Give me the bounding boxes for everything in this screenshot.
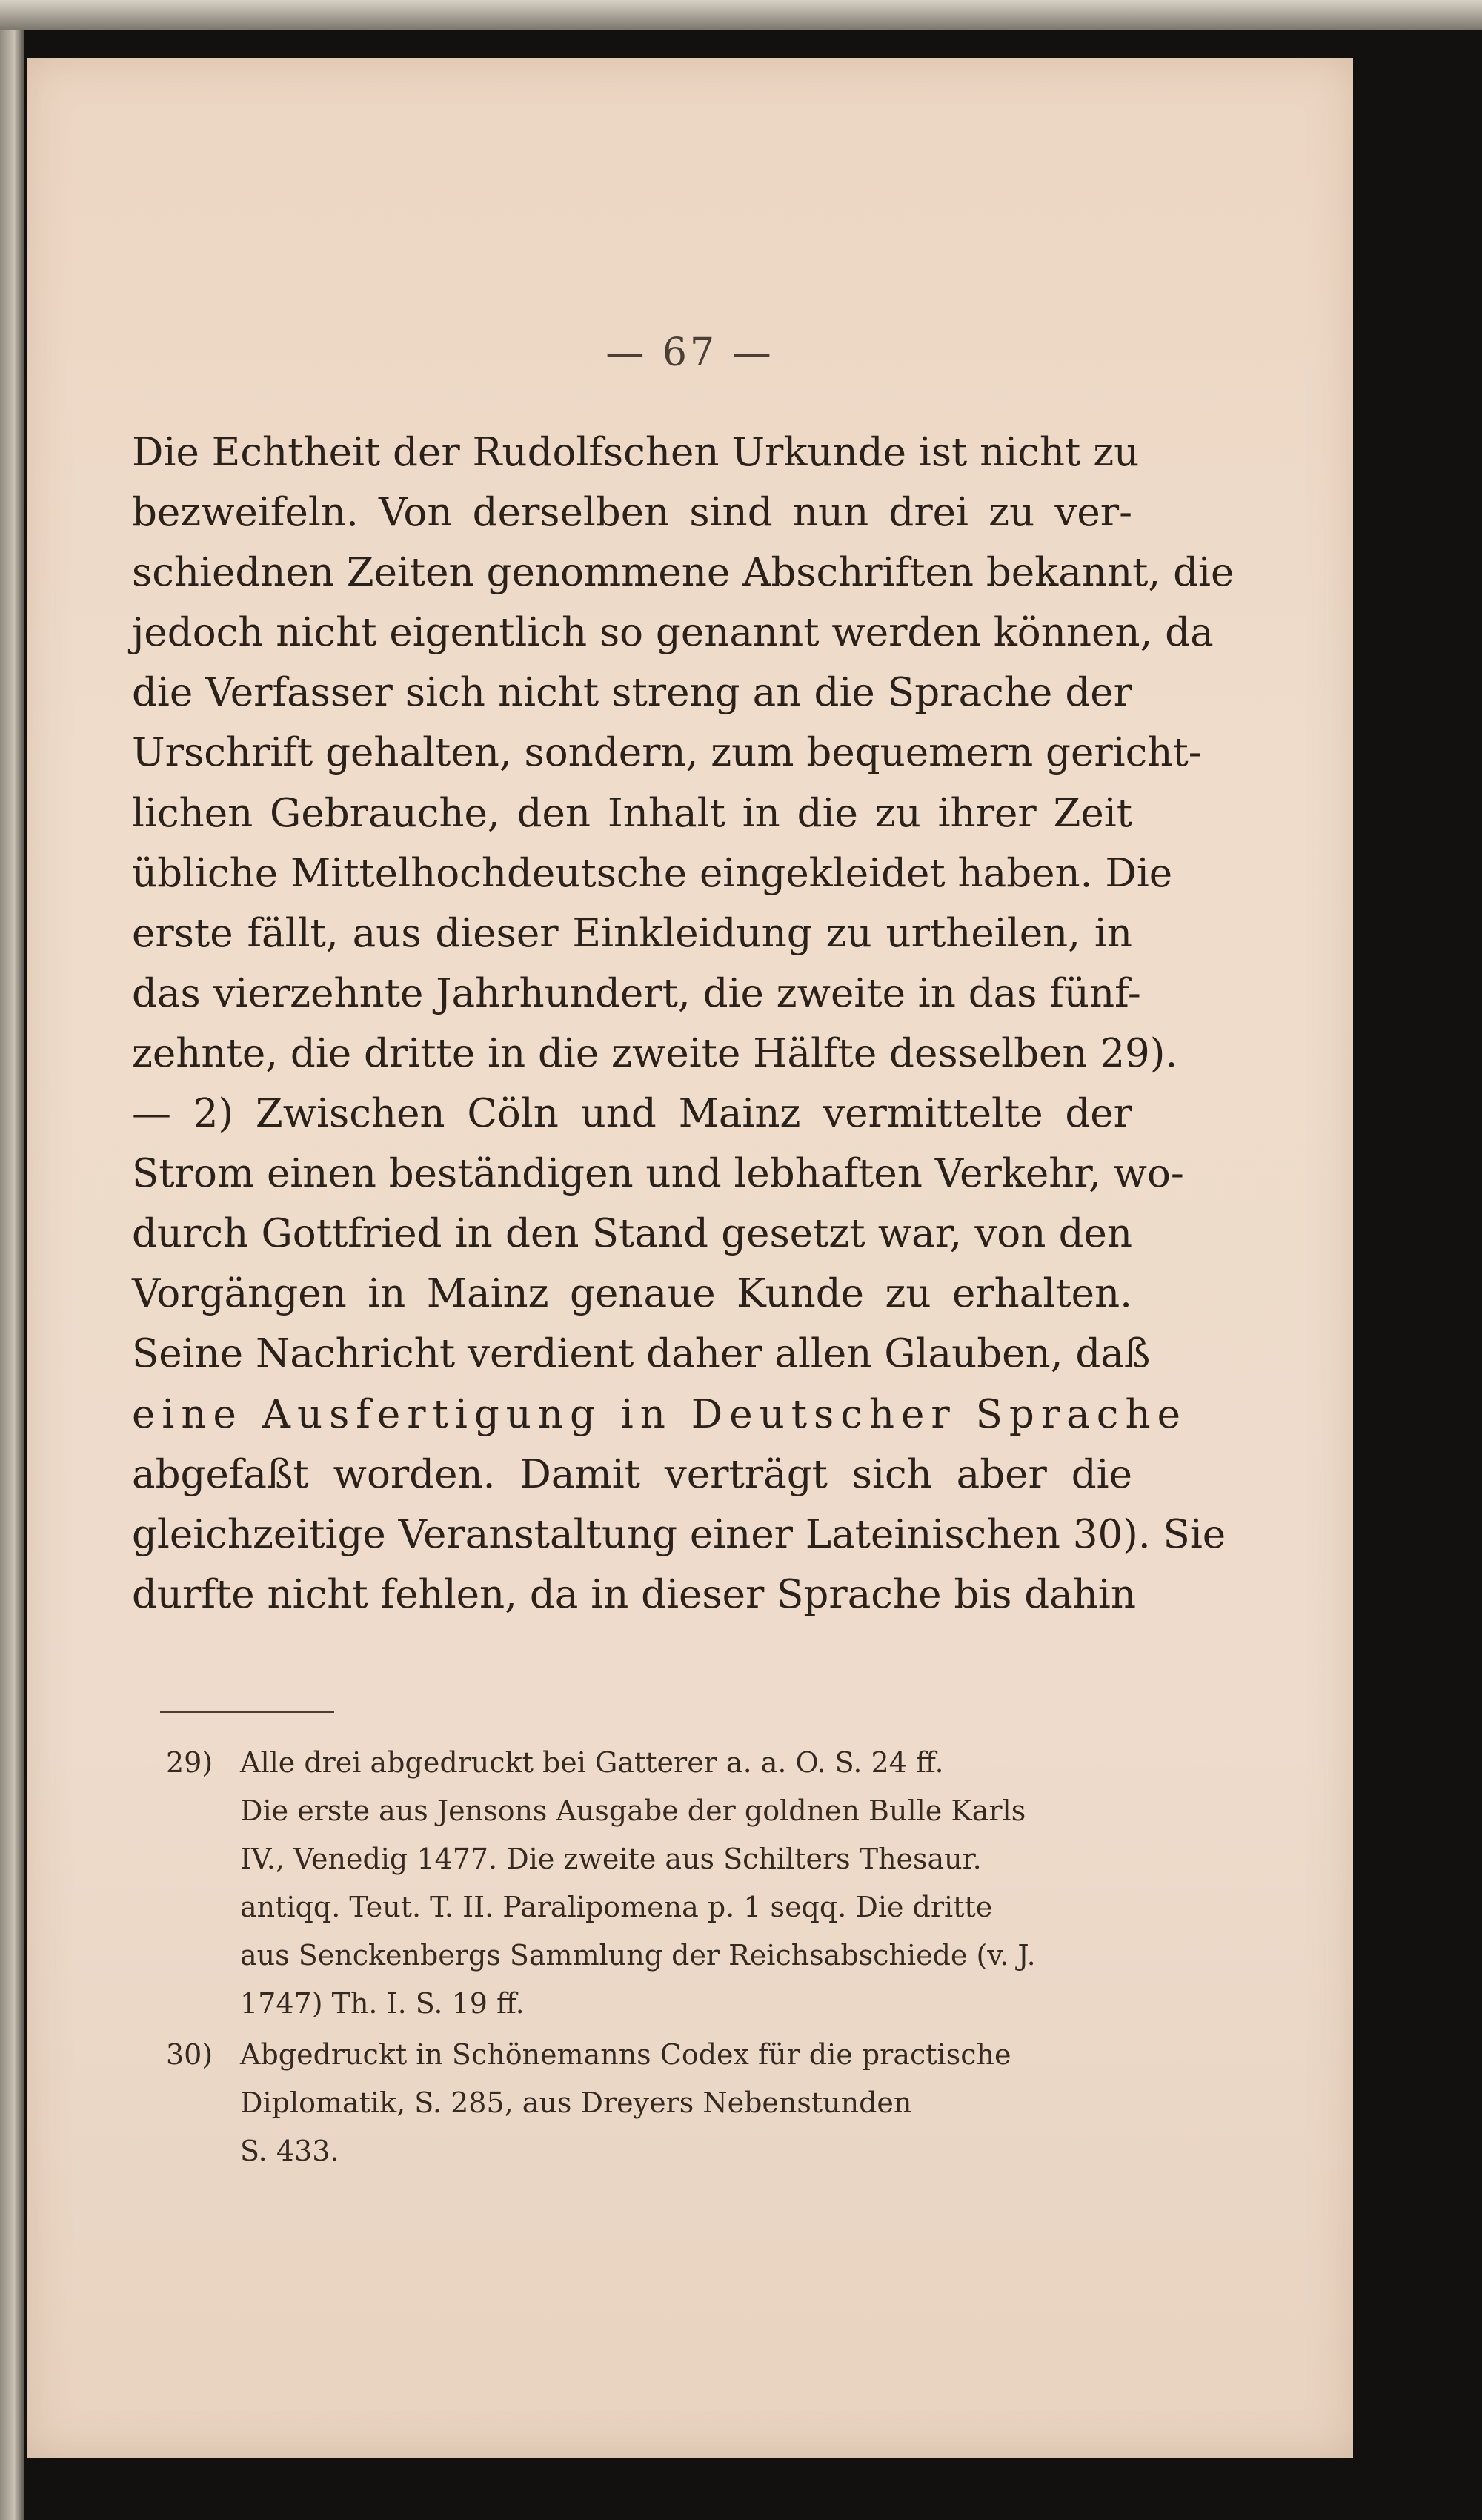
text-line: das vierzehnte Jahrhundert, die zweite in das fünf- <box>132 970 1141 1016</box>
text-line: lichen Gebrauche, den Inhalt in die zu ihrer Zeit <box>132 790 1132 836</box>
text-line: Vorgängen in Mainz genaue Kunde zu erhalten. <box>132 1271 1132 1317</box>
text-line: Strom einen beständigen und lebhaften Verkehr, wo- <box>132 1151 1184 1197</box>
footnote-line: aus Senckenbergs Sammlung der Reichsabschiede (v. J. <box>240 1939 1036 1972</box>
text-line: erste fällt, aus dieser Einkleidung zu urtheilen, in <box>132 910 1132 956</box>
text-line: durfte nicht fehlen, da in dieser Sprache bis dahin <box>132 1571 1136 1617</box>
footnotes <box>166 1739 1132 2175</box>
text-line: Seine Nachricht verdient daher allen Glauben, daß <box>132 1331 1151 1377</box>
text-line: zehnte, die dritte in die zweite Hälfte desselben 29). <box>132 1030 1178 1076</box>
body-text <box>132 422 1235 1625</box>
text-line: schiednen Zeiten genommene Abschriften bekannt, die <box>132 550 1235 596</box>
text-line: Die Echtheit der Rudolfschen Urkunde ist nicht zu <box>132 430 1140 475</box>
book-spine-edge <box>0 30 24 2520</box>
footnote-line: Abgedruckt in Schönemanns Codex für die practische <box>240 2038 1011 2071</box>
footnote-line: Die erste aus Jensons Ausgabe der goldnen Bulle Karls <box>240 1794 1026 1827</box>
footnote-number: 29) <box>166 1746 213 1779</box>
page-number: — 67 — <box>605 331 774 375</box>
footnote-line: Alle drei abgedruckt bei Gatterer a. a. O. S. 24 ff. <box>240 1746 944 1779</box>
text-line: gleichzeitige Veranstaltung einer Lateinischen 30). Sie <box>132 1511 1226 1557</box>
text-line: die Verfasser sich nicht streng an die Sprache der <box>132 670 1132 716</box>
footnote-line: antiqq. Teut. T. II. Paralipomena p. 1 seqq. Die dritte <box>240 1891 993 1923</box>
text-line: übliche Mittelhochdeutsche eingekleidet haben. Die <box>132 850 1173 896</box>
book-page <box>27 58 1353 2458</box>
text-line: — 2) Zwischen Cöln und Mainz vermittelte der <box>132 1091 1132 1137</box>
text-line: Urschrift gehalten, sondern, zum bequemern gericht- <box>132 730 1202 776</box>
footnote-line: Diplomatik, S. 285, aus Dreyers Nebenstunden <box>240 2086 912 2119</box>
footnote <box>166 2031 1132 2175</box>
footnote-divider <box>160 1711 334 1713</box>
footnote-line: S. 433. <box>240 2135 339 2167</box>
text-line: bezweifeln. Von derselben sind nun drei zu ver- <box>132 490 1132 536</box>
footnote-line: IV., Venedig 1477. Die zweite aus Schilters Thesaur. <box>240 1843 982 1875</box>
footnote-number: 30) <box>166 2038 213 2071</box>
text-line: jedoch nicht eigentlich so genannt werden können, da <box>132 610 1214 656</box>
text-line: eine Ausfertigung in Deutscher Sprache <box>132 1391 1187 1437</box>
text-line: durch Gottfried in den Stand gesetzt war, von den <box>132 1211 1132 1257</box>
footnote-line: 1747) Th. I. S. 19 ff. <box>240 1987 525 2020</box>
book-top-edge <box>0 0 1482 30</box>
text-line: abgefaßt worden. Damit verträgt sich aber die <box>132 1451 1132 1497</box>
footnote <box>166 1739 1132 2028</box>
